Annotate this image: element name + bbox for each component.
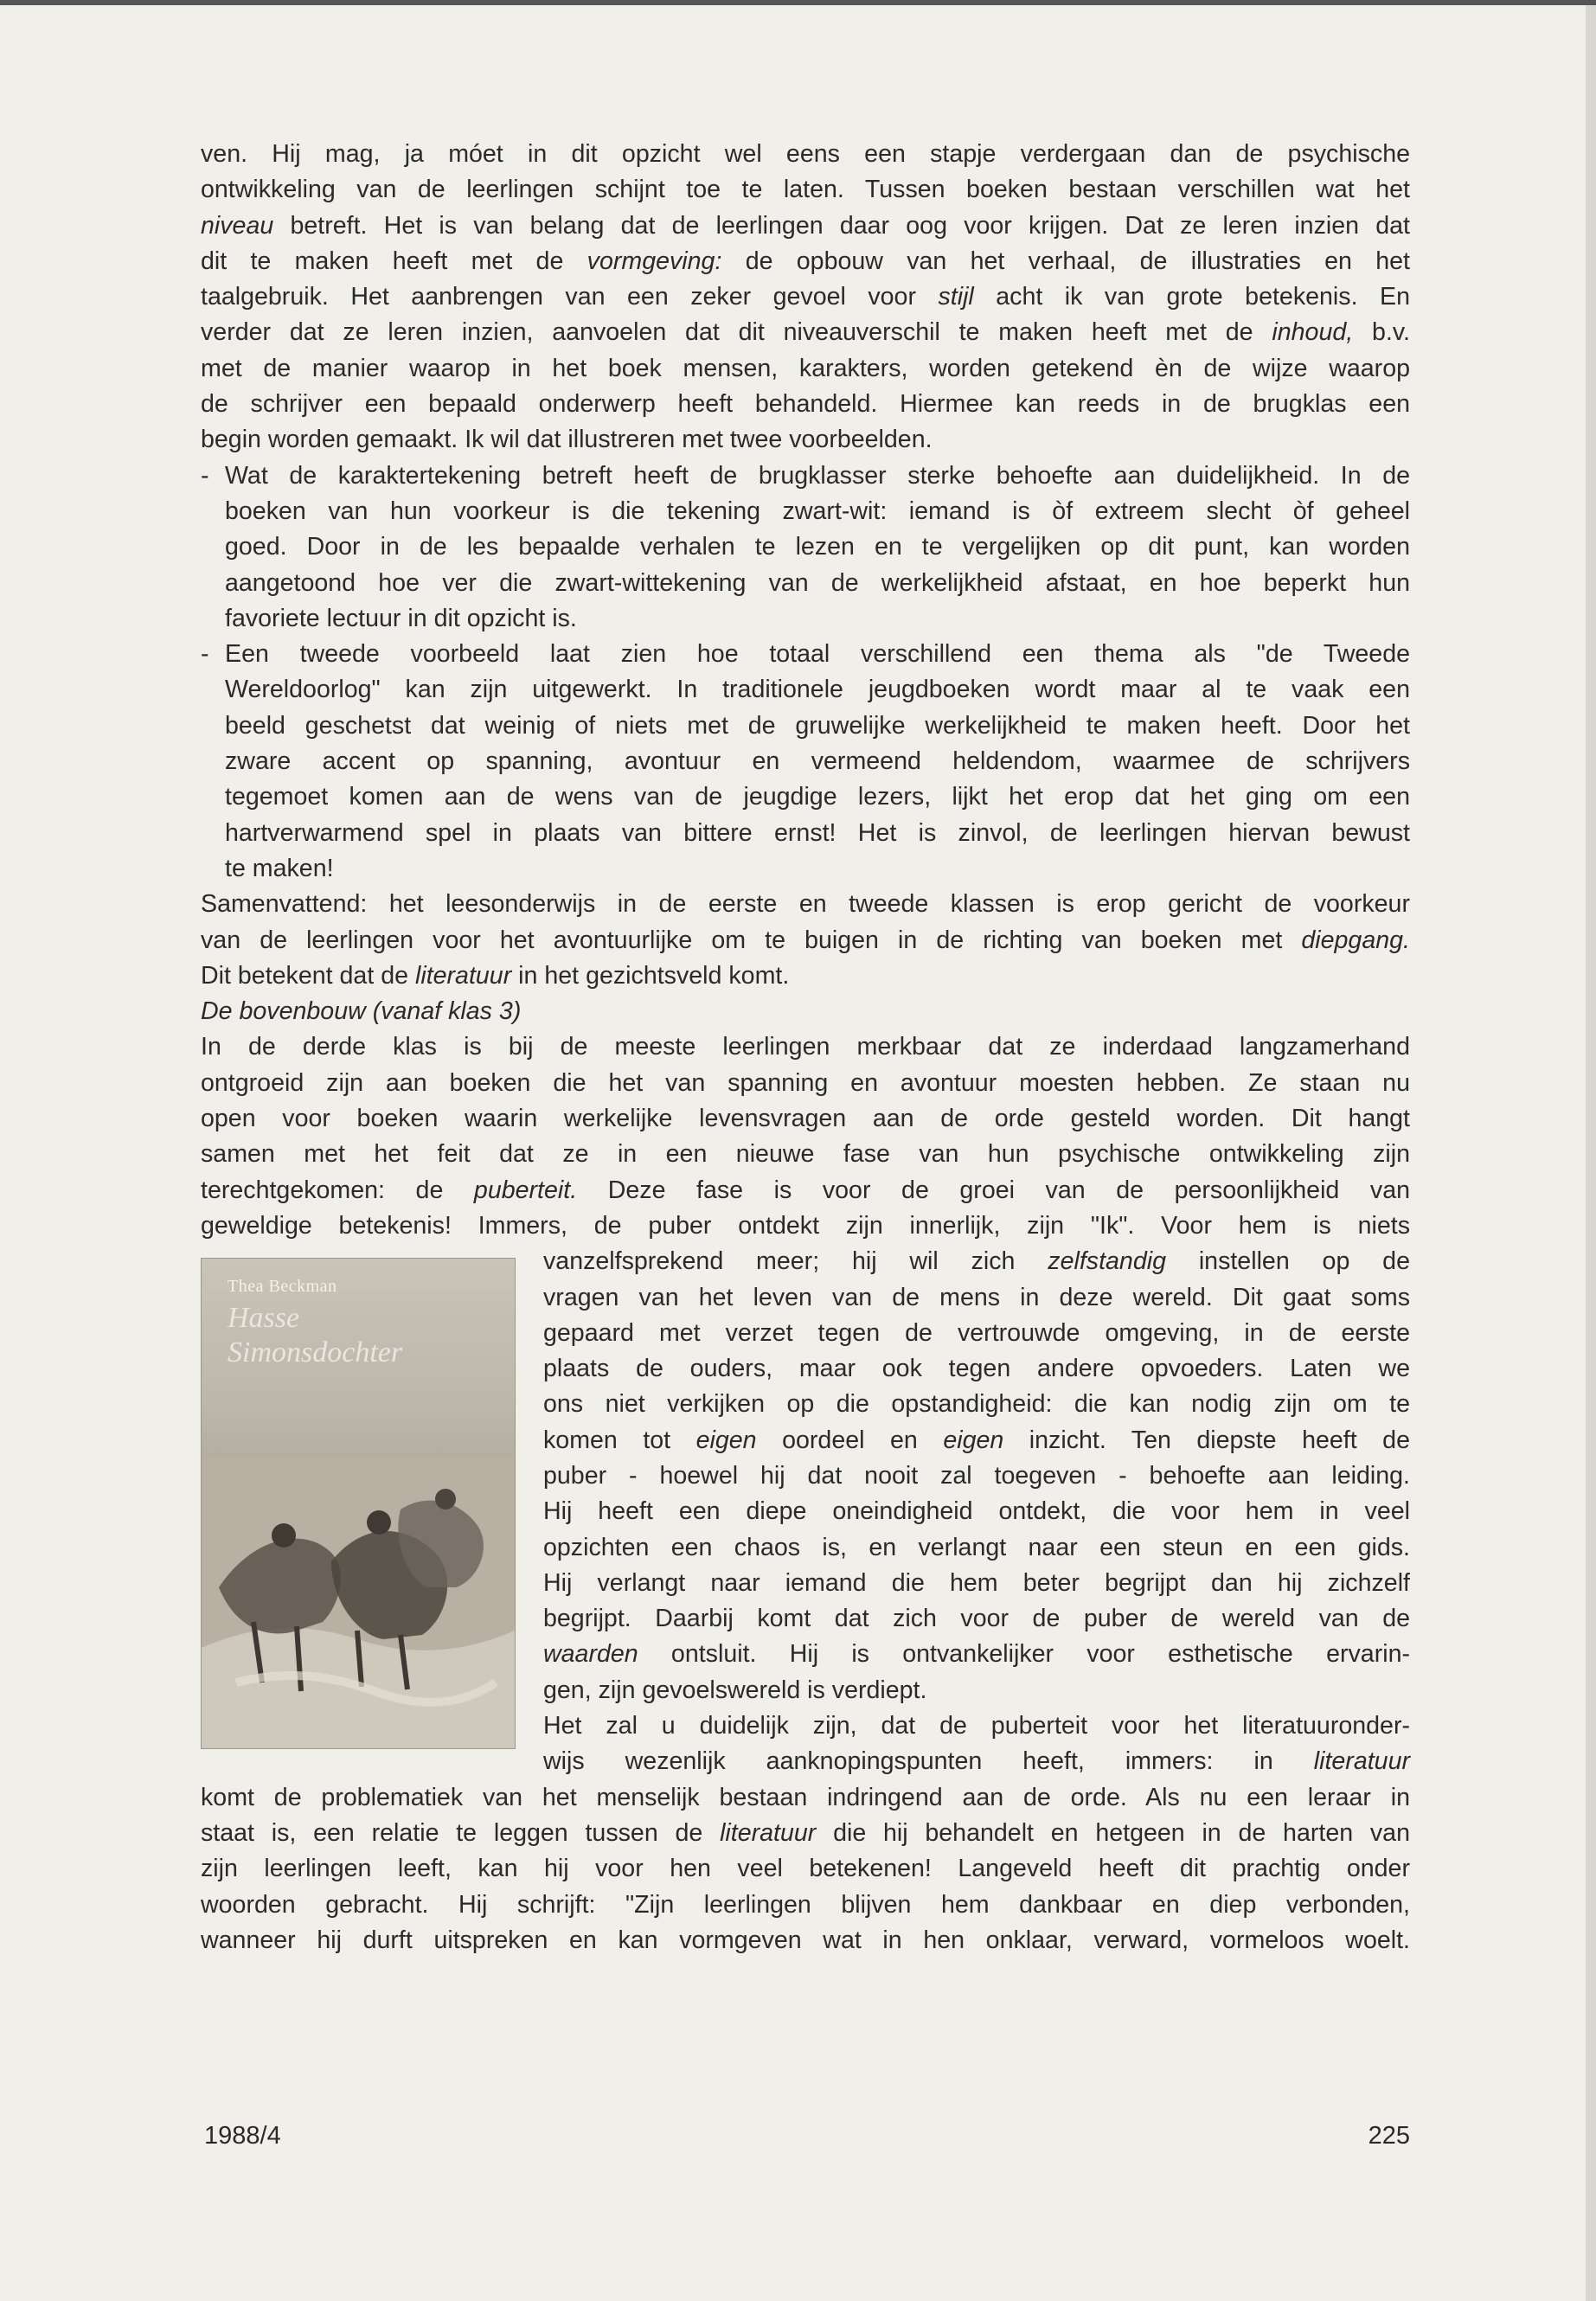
text-line: woorden gebracht. Hij schrijft: "Zijn leerlingen blijven hem dankbaar en diep verbonden, <box>201 1890 1410 1919</box>
text-line: boeken van hun voorkeur is die tekening zwart-wit: iemand is òf extreem slecht òf geheel <box>225 497 1410 525</box>
text-line: Dit betekent dat de literatuur in het gezichtsveld komt. <box>201 961 790 990</box>
text-line: samen met het feit dat ze in een nieuwe fase van hun psychische ontwikkeling zijn <box>201 1140 1410 1169</box>
text-line: opzichten een chaos is, en verlangt naar een steun en een gids. <box>543 1533 1410 1561</box>
text-line: Wereldoorlog" kan zijn uitgewerkt. In traditionele jeugdboeken wordt maar al te vaak een <box>225 676 1410 704</box>
text-line: puber - hoewel hij dat nooit zal toegeven - behoefte aan leiding. <box>543 1461 1410 1490</box>
text-line: aangetoond hoe ver die zwart-wittekening van de werkelijkheid afstaat, en hoe beperkt hun <box>225 568 1410 597</box>
bullet-dash: - <box>201 461 209 490</box>
issue-number: 1988/4 <box>204 2122 281 2150</box>
text-line: Het zal u duidelijk zijn, dat de puberteit voor het literatuuronder- <box>543 1712 1410 1740</box>
text-line: terechtgekomen: de puberteit. Deze fase is voor de groei van de persoonlijkheid van <box>201 1176 1410 1204</box>
text-line: zware accent op spanning, avontuur en vermeend heldendom, waarmee de schrijvers <box>225 747 1410 776</box>
text-line: Samenvattend: het leesonderwijs in de eerste en tweede klassen is erop gericht de voorkeur <box>201 890 1410 919</box>
text-line: hartverwarmend spel in plaats van bittere ernst! Het is zinvol, de leerlingen hiervan bewust <box>225 818 1410 847</box>
closing-paragraph <box>201 1780 1410 1958</box>
book-cover-image <box>201 1258 516 1749</box>
text-line: gepaard met verzet tegen de vertrouwde omgeving, in de eerste <box>543 1318 1410 1347</box>
text-line: gen, zijn gevoelswereld is verdiept. <box>543 1676 927 1704</box>
wrapped-text <box>543 1244 1410 1779</box>
book-author: Thea Beckman <box>228 1277 337 1297</box>
text-line: wijs wezenlijk aanknopingspunten heeft, immers: in literatuur <box>543 1747 1410 1776</box>
page-number: 225 <box>1368 2122 1410 2150</box>
text-line: vragen van het leven van de mens in deze wereld. Dit gaat soms <box>543 1283 1410 1311</box>
text-line: tegemoet komen aan de wens van de jeugdige lezers, lijkt het erop dat het ging om een <box>225 783 1410 811</box>
bullet-dash: - <box>201 640 209 669</box>
text-line: begrijpt. Daarbij komt dat zich voor de puber de wereld van de <box>543 1605 1410 1633</box>
text-line: van de leerlingen voor het avontuurlijke om te buigen in de richting van boeken met diepgang. <box>201 926 1410 954</box>
text-line: ven. Hij mag, ja móet in dit opzicht wel eens een stapje verdergaan dan de psychische <box>201 140 1410 168</box>
text-line: taalgebruik. Het aanbrengen van een zeker gevoel voor stijl acht ik van grote betekenis. En <box>201 283 1410 311</box>
text-line: komen tot eigen oordeel en eigen inzicht. Ten diepste heeft de <box>543 1426 1410 1454</box>
text-line: ontwikkeling van de leerlingen schijnt toe te laten. Tussen boeken bestaan verschillen wat het <box>201 176 1410 204</box>
scan-edge <box>0 0 1596 5</box>
text-line: zijn leerlingen leeft, kan hij voor hen veel betekenen! Langeveld heeft dit prachtig onder <box>201 1855 1410 1883</box>
section-heading: De bovenbouw (vanaf klas 3) <box>201 997 522 1026</box>
book-title: Hasse <box>228 1302 300 1335</box>
section-paragraph <box>201 1029 1410 1244</box>
text-line: goed. Door in de les bepaalde verhalen te lezen en te vergelijken op dit punt, kan worden <box>225 533 1410 561</box>
bullet-item <box>201 458 1410 637</box>
text-line: Hij verlangt naar iemand die hem beter begrijpt dan hij zichzelf <box>543 1568 1410 1597</box>
text-line: Wat de karaktertekening betreft heeft de brugklasser sterke behoefte aan duidelijkheid. In de <box>225 461 1410 490</box>
text-line: te maken! <box>225 854 334 882</box>
text-line: Hij heeft een diepe oneindigheid ontdekt, die voor hem in veel <box>543 1497 1410 1526</box>
book-title: Simonsdochter <box>228 1336 403 1369</box>
text-line: ontgroeid zijn aan boeken die het van spanning en avontuur moesten hebben. Ze staan nu <box>201 1068 1410 1097</box>
text-line: niveau betreft. Het is van belang dat de leerlingen daar oog voor krijgen. Dat ze leren inzien dat <box>201 211 1410 240</box>
horsemen-illustration <box>202 1458 515 1748</box>
text-line: komt de problematiek van het menselijk bestaan indringend aan de orde. Als nu een leraar in <box>201 1783 1410 1811</box>
bullet-item <box>201 637 1410 887</box>
text-line: In de derde klas is bij de meeste leerlingen merkbaar dat ze inderdaad langzamerhand <box>201 1033 1410 1061</box>
text-line: favoriete lectuur in dit opzicht is. <box>225 604 577 632</box>
intro-paragraph <box>201 137 1410 458</box>
text-line: waarden ontsluit. Hij is ontvankelijker voor esthetische ervarin- <box>543 1640 1410 1669</box>
summary-paragraph <box>201 887 1410 994</box>
text-line: begin worden gemaakt. Ik wil dat illustreren met twee voorbeelden. <box>201 426 933 454</box>
text-line: verder dat ze leren inzien, aanvoelen dat dit niveauverschil te maken heeft met de inhoud, b.v. <box>201 318 1410 347</box>
text-line: staat is, een relatie te leggen tussen de literatuur die hij behandelt en hetgeen in de harten van <box>201 1818 1410 1847</box>
text-line: geweldige betekenis! Immers, de puber ontdekt zijn innerlijk, zijn "Ik". Voor hem is niets <box>201 1211 1410 1240</box>
text-line: de schrijver een bepaald onderwerp heeft behandeld. Hiermee kan reeds in de brugklas een <box>201 390 1410 419</box>
text-line: ons niet verkijken op die opstandigheid: die kan nodig zijn om te <box>543 1390 1410 1419</box>
text-line: dit te maken heeft met de vormgeving: de opbouw van het verhaal, de illustraties en het <box>201 247 1410 275</box>
text-line: met de manier waarop in het boek mensen, karakters, worden getekend èn de wijze waarop <box>201 354 1410 382</box>
text-line: wanneer hij durft uitspreken en kan vormgeven wat in hen onklaar, verward, vormeloos woelt. <box>201 1926 1410 1954</box>
text-line: beeld geschetst dat weinig of niets met de gruwelijke werkelijkheid te maken heeft. Door het <box>225 711 1410 740</box>
text-column <box>201 137 1410 1958</box>
text-line: Een tweede voorbeeld laat zien hoe totaal verschillend een thema als "de Tweede <box>225 640 1410 669</box>
text-line: plaats de ouders, maar ook tegen andere opvoeders. Laten we <box>543 1355 1410 1383</box>
figure-wrap <box>201 1244 1410 1779</box>
text-line: vanzelfsprekend meer; hij wil zich zelfstandig instellen op de <box>543 1247 1410 1276</box>
text-line: open voor boeken waarin werkelijke levensvragen aan de orde gesteld worden. Dit hangt <box>201 1105 1410 1133</box>
